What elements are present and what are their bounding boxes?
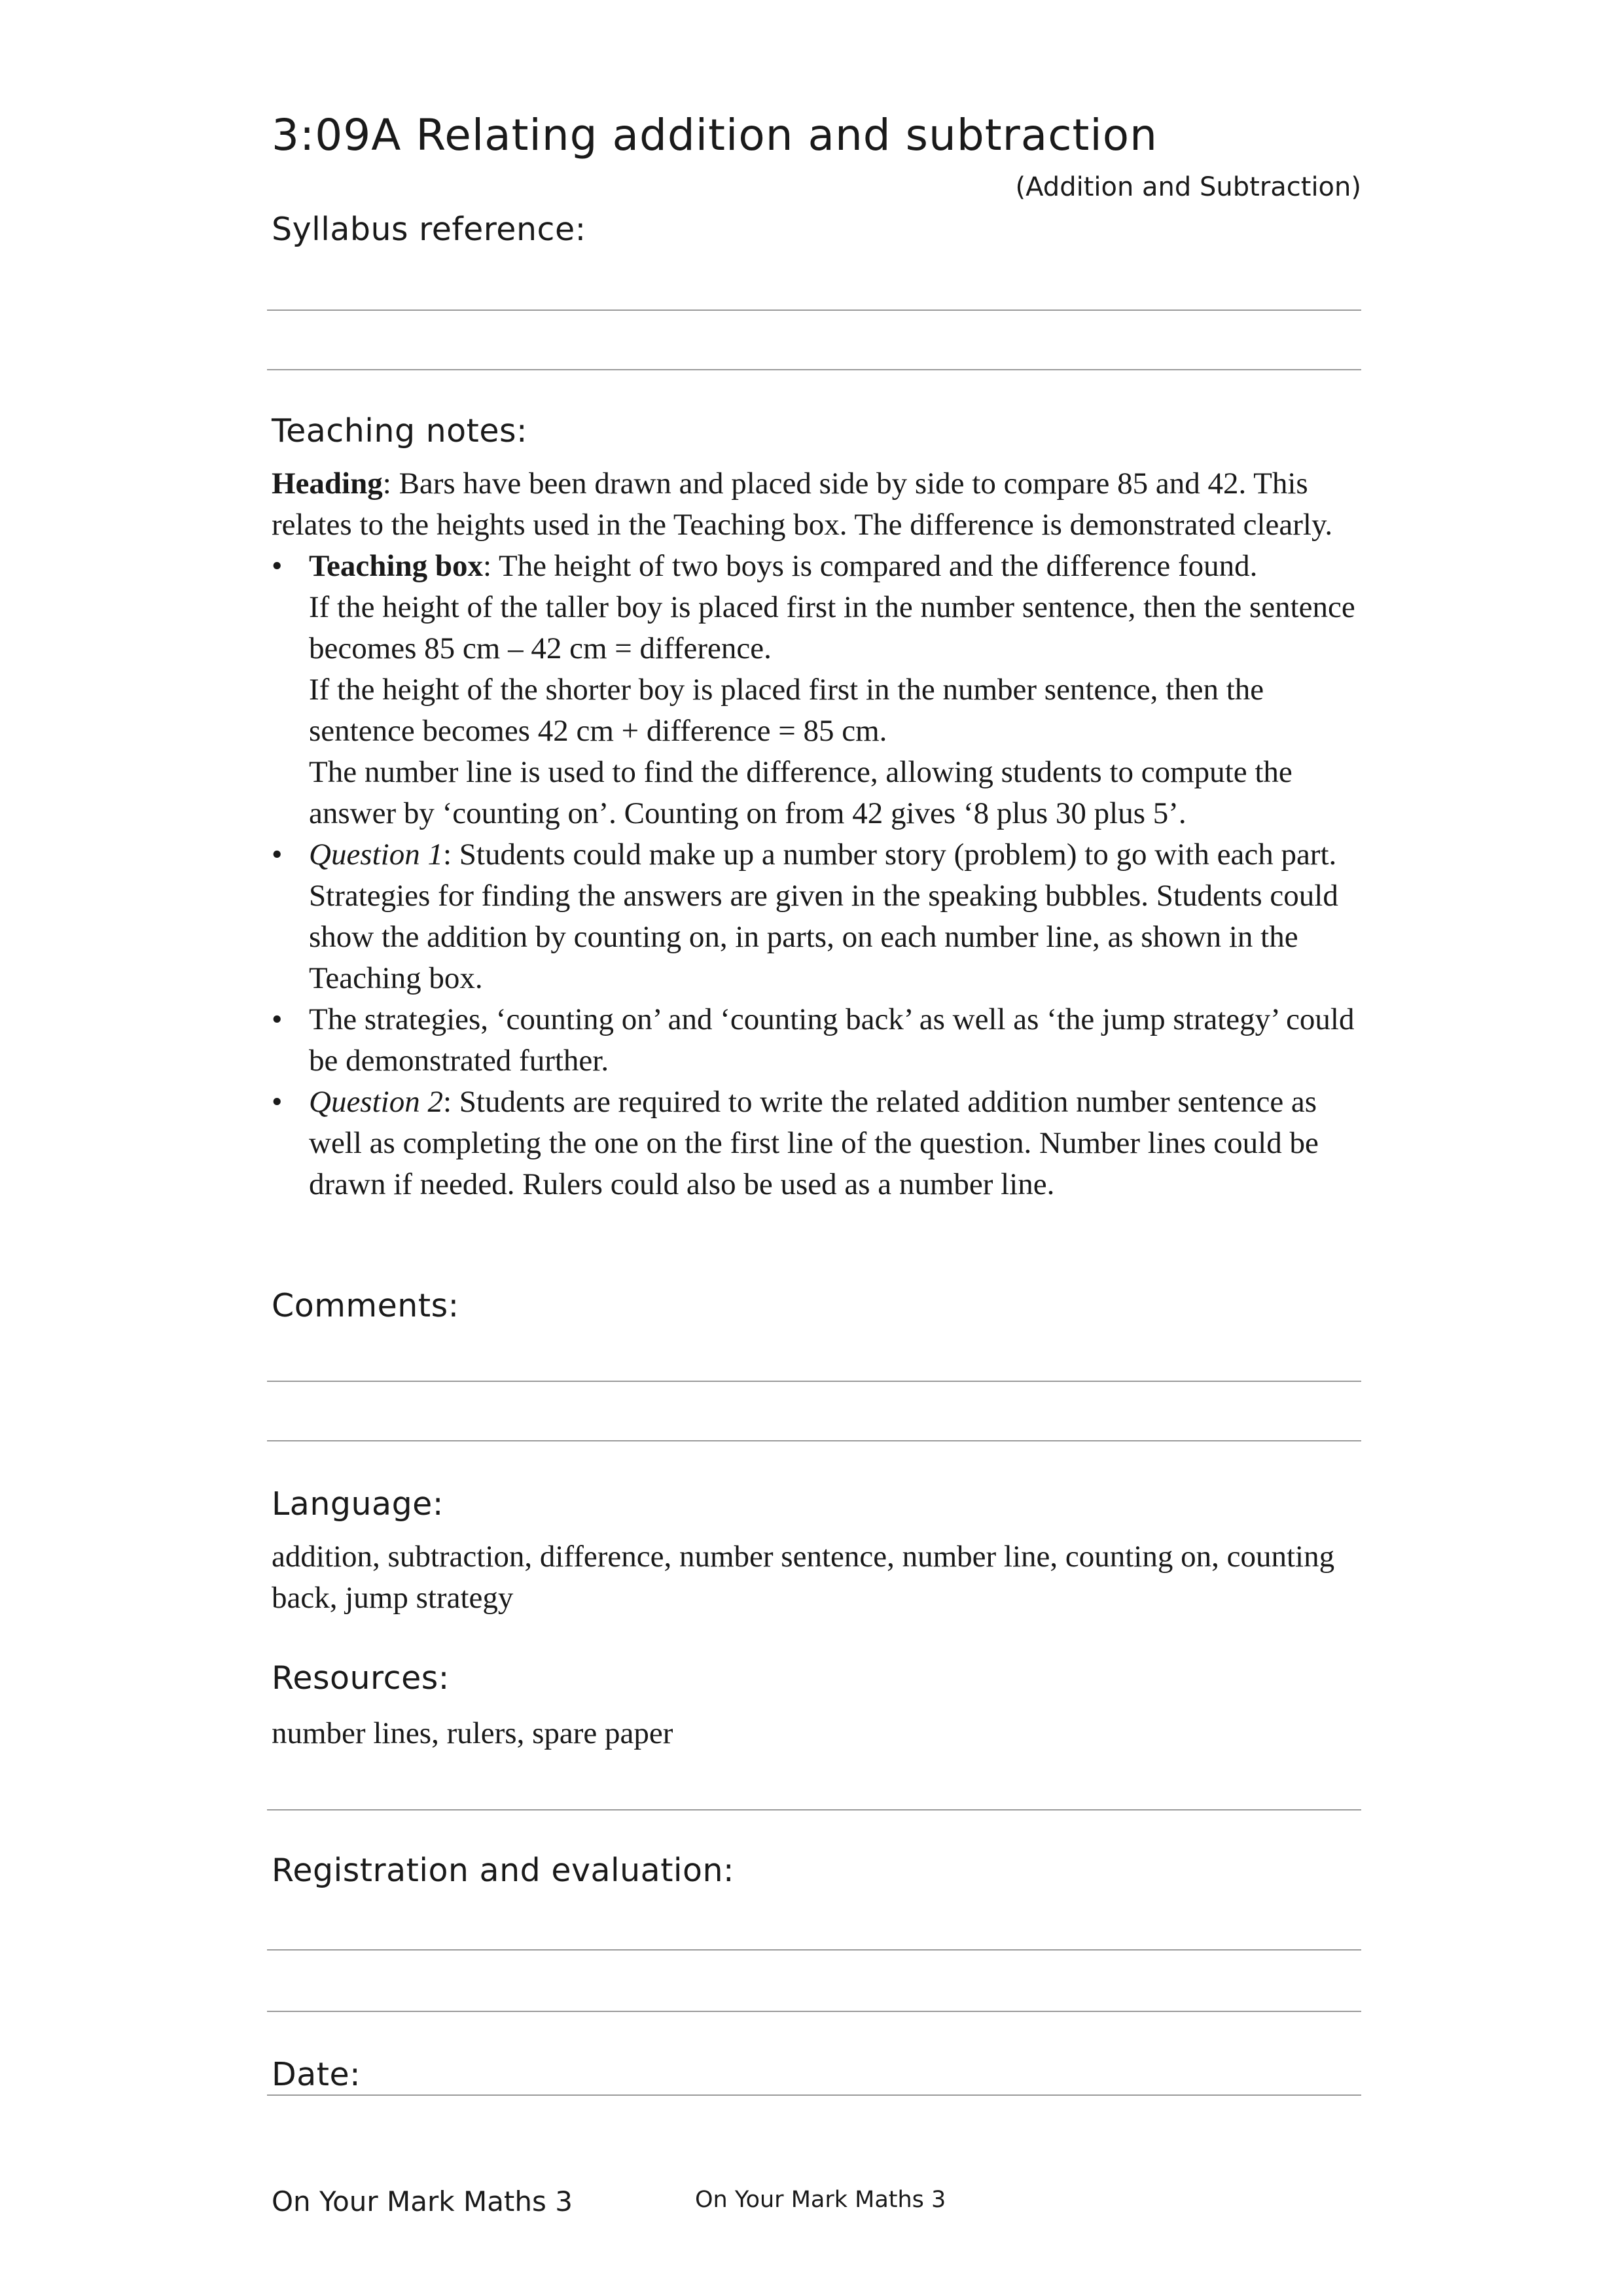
bullet-text: : Students could make up a number story (problem) to go with each part. Strategies for finding the answers are given in the speaking bubbles. Students could show the addition by counting on, in parts, on each number line, as shown in the Teaching box. xyxy=(309,838,1338,995)
bullet-text: : The height of two boys is compared and the difference found. xyxy=(482,549,1258,583)
teaching-notes-body xyxy=(272,463,1371,1205)
bullet-strategies xyxy=(272,999,1371,1082)
syllabus-writing-line-1 xyxy=(267,309,1361,311)
resources-heading: Resources: xyxy=(272,1659,450,1697)
bullet-marker: • xyxy=(272,838,283,872)
bullet-subline: If the height of the shorter boy is placed first in the number sentence, then the sentence becomes 42 cm + difference = 85 cm. xyxy=(309,673,1264,748)
teaching-notes-heading: Teaching notes: xyxy=(272,412,528,450)
resources-divider xyxy=(267,1809,1361,1810)
date-heading: Date: xyxy=(272,2056,361,2093)
registration-writing-line-2 xyxy=(267,2011,1361,2012)
bullet-label: Question 2 xyxy=(309,1085,443,1119)
comments-writing-line-1 xyxy=(267,1381,1361,1382)
footer-center: On Your Mark Maths 3 xyxy=(695,2187,946,2213)
bullet-text: : Students are required to write the related addition number sentence as well as completing the one on the first line of the question. Number lines could be drawn if needed. Rulers could also be used as a number line. xyxy=(309,1085,1319,1201)
heading-note-text: : Bars have been drawn and placed side by side to compare 85 and 42. This relates to the heights used in the Teaching box. The difference is demonstrated clearly. xyxy=(272,467,1333,542)
bullet-label: Teaching box xyxy=(309,549,483,583)
date-line xyxy=(267,2094,1361,2096)
bullet-marker: • xyxy=(272,1085,283,1119)
page-subtitle: (Addition and Subtraction) xyxy=(1015,172,1361,202)
resources-text: number lines, rulers, spare paper xyxy=(272,1716,673,1750)
registration-heading: Registration and evaluation: xyxy=(272,1852,735,1889)
page-title: 3:09A Relating addition and subtraction xyxy=(272,110,1158,160)
comments-heading: Comments: xyxy=(272,1287,459,1324)
footer-left: On Your Mark Maths 3 xyxy=(272,2185,573,2217)
comments-writing-line-2 xyxy=(267,1440,1361,1441)
language-heading: Language: xyxy=(272,1485,444,1523)
heading-note-label: Heading xyxy=(272,467,383,501)
heading-note xyxy=(272,463,1371,546)
language-text: addition, subtraction, difference, number sentence, number line, counting on, counting back, jump strategy xyxy=(272,1540,1335,1615)
bullet-subline: If the height of the taller boy is placed first in the number sentence, then the sentence becomes 85 cm – 42 cm = difference. xyxy=(309,590,1355,665)
bullet-label: Question 1 xyxy=(309,838,443,872)
syllabus-writing-line-2 xyxy=(267,369,1361,370)
bullet-marker: • xyxy=(272,1002,283,1036)
bullet-text: The strategies, ‘counting on’ and ‘counting back’ as well as ‘the jump strategy’ could be demonstrated further. xyxy=(309,1002,1355,1078)
bullet-question-1 xyxy=(272,834,1371,999)
notes-bullet-list xyxy=(272,546,1371,1205)
bullet-marker: • xyxy=(272,549,283,583)
bullet-subline: The number line is used to find the difference, allowing students to compute the answer by ‘counting on’. Counting on from 42 gives ‘8 plus 30 plus 5’. xyxy=(309,755,1293,830)
registration-writing-line-1 xyxy=(267,1949,1361,1951)
syllabus-heading: Syllabus reference: xyxy=(272,211,586,248)
bullet-teaching-box xyxy=(272,546,1371,834)
bullet-question-2 xyxy=(272,1082,1371,1205)
